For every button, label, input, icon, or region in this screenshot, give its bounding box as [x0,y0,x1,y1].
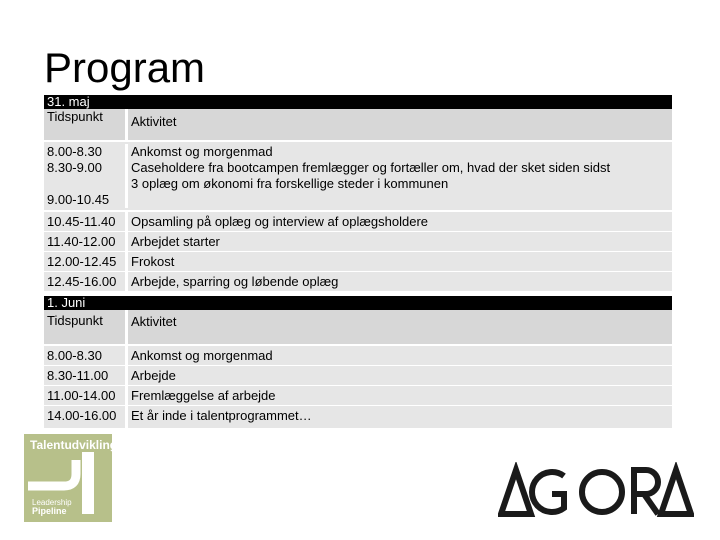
day-bar: 1. Juni [44,296,672,310]
talentudvikling-logo [24,434,118,522]
time-text: 8.30-9.00 [47,160,102,175]
table-header [44,310,672,346]
header-activity: Aktivitet [131,114,177,129]
table-header [44,109,672,142]
activity-cell: Ankomst og morgenmad [131,348,273,363]
activity-cell: Fremlæggelse af arbejde [131,388,276,403]
table-row [44,366,672,386]
activity-cell: Et år inde i talentprogrammet… [131,408,312,423]
activity-text: 3 oplæg om økonomi fra forskellige steder i kommunen [131,176,449,191]
table-row [44,406,672,429]
logo-line: Pipeline [32,506,67,516]
table-row [44,232,672,252]
time-cell: 8.00-8.30 [44,346,128,365]
header-time: Tidspunkt [44,310,128,344]
logo-title: Talentudvikling [30,438,118,452]
activity-text: Ankomst og morgenmad [131,144,273,159]
time-cell: 12.00-12.45 [44,252,128,271]
agora-logo [498,462,694,520]
activity-text: Caseholdere fra bootcampen fremlægger og fortæller om, hvad der sket siden sidst [131,160,611,175]
table-row [44,212,672,232]
header-activity: Aktivitet [131,314,177,329]
logo-line: Leadership [32,498,72,507]
spacer [47,176,122,192]
time-cell: 8.30-11.00 [44,366,128,385]
logo-subtitle [32,498,72,516]
time-text: 8.00-8.30 [47,144,102,159]
activity-cell: Arbejde, sparring og løbende oplæg [131,274,339,289]
schedule-day-1 [44,95,672,292]
activity-cell: Opsamling på oplæg og interview af oplægsholdere [131,214,429,229]
table-row [44,272,672,292]
schedule-day-2 [44,296,672,429]
activity-cell: Frokost [131,254,175,269]
time-text: 9.00-10.45 [47,192,110,207]
page-title: Program [44,44,206,91]
activity-cell: Arbejde [131,368,176,383]
table-row [44,346,672,366]
table-row [44,252,672,272]
table-row [44,386,672,406]
activity-cell: Arbejdet starter [131,234,220,249]
time-cell: 11.00-14.00 [44,386,128,405]
time-cell: 11.40-12.00 [44,232,128,251]
time-cell: 14.00-16.00 [44,406,128,428]
time-cell: 12.45-16.00 [44,272,128,291]
day-bar: 31. maj [44,95,672,109]
time-cell: 10.45-11.40 [44,212,128,231]
activity-cell [128,144,672,208]
time-cell [44,144,128,208]
header-time: Tidspunkt [44,109,128,140]
table-row-group [44,142,672,212]
